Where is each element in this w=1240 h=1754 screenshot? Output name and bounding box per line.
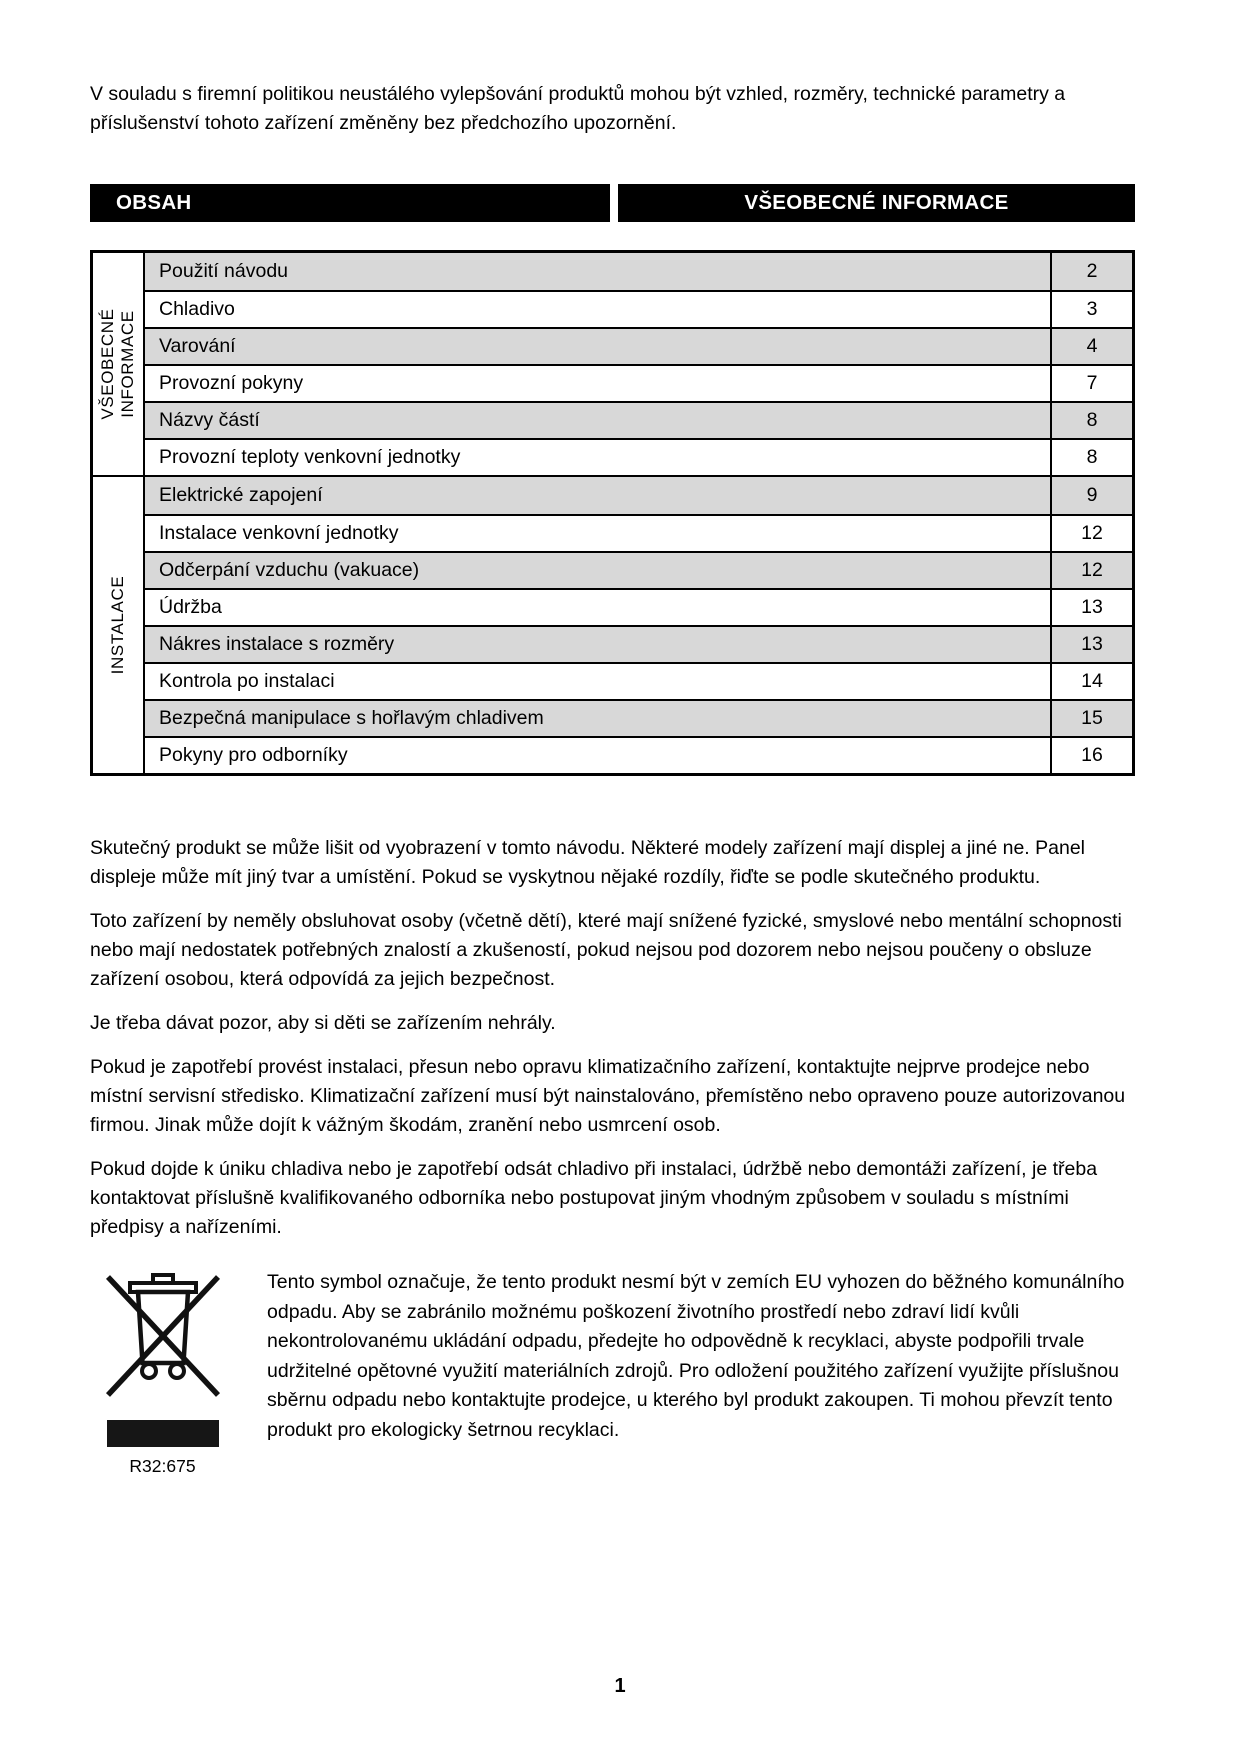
header-contents-label: OBSAH [116, 191, 192, 214]
toc-row [145, 662, 1132, 699]
toc-item-page: 8 [1050, 403, 1132, 438]
toc-group-label-cell [93, 477, 145, 773]
paragraph: Je třeba dávat pozor, aby si děti se zařízením nehrály. [90, 1012, 556, 1034]
toc-row [145, 364, 1132, 401]
toc-item-title: Kontrola po instalaci [159, 670, 335, 692]
paragraph: Skutečný produkt se může lišit od vyobrazení v tomto návodu. Některé modely zařízení mají displej a jiné ne. Panel displeje může mít jiný tvar a umístění. Pokud se vyskytnou nějaké rozdíly, řiďte se podle skutečného produktu. [90, 837, 1086, 888]
weee-symbol-column [90, 1268, 235, 1477]
toc-row [145, 477, 1132, 514]
paragraph: Pokud je zapotřebí provést instalaci, přesun nebo opravu klimatizačního zařízení, kontaktujte nejprve prodejce nebo místní servisní středisko. Klimatizační zařízení musí být nainstalováno, přemístěno nebo opraveno pouze autorizovanou firmou. Jinak může dojít k vážným škodám, zranění nebo usmrcení osob. [90, 1056, 1126, 1136]
header-general-info-label: VŠEOBECNÉ INFORMACE [744, 191, 1009, 214]
toc-item-title: Elektrické zapojení [159, 484, 323, 506]
toc-group-label-cell [93, 253, 145, 475]
toc-item-title: Odčerpání vzduchu (vakuace) [159, 559, 420, 581]
toc-group [93, 475, 1132, 773]
toc-item-page: 4 [1050, 329, 1132, 364]
header-contents-segment [90, 184, 610, 222]
toc-row [145, 625, 1132, 662]
toc-item-title: Použití návodu [159, 260, 289, 282]
toc-item-page: 15 [1050, 701, 1132, 736]
toc-rows [145, 477, 1132, 773]
toc-row [145, 290, 1132, 327]
toc-item-page: 16 [1050, 738, 1132, 773]
toc-item-page: 12 [1050, 516, 1132, 551]
header-general-info-segment [618, 184, 1135, 222]
weee-section [90, 1268, 1135, 1477]
toc-item-title: Pokyny pro odborníky [159, 744, 348, 766]
toc-item-title: Nákres instalace s rozměry [159, 633, 395, 655]
paragraph: Toto zařízení by neměly obsluhovat osoby (včetně dětí), které mají snížené fyzické, smyslové nebo mentální schopnosti nebo mají nedostatek potřebných znalostí a zkušeností, pokud nejsou pod dozorem nebo nejsou poučeny o obsluze zařízení osobou, která odpovídá za jejich bezpečnost. [90, 910, 1122, 990]
section-header-bar [90, 184, 1135, 222]
toc-item-page: 8 [1050, 440, 1132, 475]
toc-item-page: 14 [1050, 664, 1132, 699]
weee-crossed-bin-icon [101, 1268, 225, 1404]
toc-row [145, 438, 1132, 475]
weee-black-bar [107, 1420, 219, 1447]
toc-row [145, 327, 1132, 364]
toc-group-label: VŠEOBECNÉ INFORMACE [98, 308, 137, 420]
page-number: 1 [614, 1675, 626, 1697]
weee-cross-lines [108, 1277, 218, 1395]
weee-caption: R32:675 [129, 1456, 196, 1476]
toc-item-page: 12 [1050, 553, 1132, 588]
toc-item-title: Údržba [159, 596, 222, 618]
toc-item-page: 9 [1050, 477, 1132, 514]
intro-paragraph: V souladu s firemní politikou neustálého vylepšování produktů mohou být vzhled, rozměry, technické parametry a příslušenství tohoto zařízení změněny bez předchozího upozornění. [90, 83, 1066, 134]
toc-row [145, 253, 1132, 290]
toc-row [145, 699, 1132, 736]
toc-row [145, 401, 1132, 438]
toc-item-page: 7 [1050, 366, 1132, 401]
toc-table [90, 250, 1135, 776]
toc-item-title: Názvy částí [159, 409, 260, 431]
toc-item-page: 13 [1050, 590, 1132, 625]
toc-item-title: Varování [159, 335, 236, 357]
paragraph: Pokud dojde k úniku chladiva nebo je zapotřebí odsát chladivo při instalaci, údržbě nebo demontáži zařízení, je třeba kontaktovat příslušně kvalifikovaného odborníka nebo postupovat jiným vhodným způsobem v souladu s místními předpisy a nařízeními. [90, 1158, 1098, 1238]
toc-row [145, 588, 1132, 625]
toc-item-page: 3 [1050, 292, 1132, 327]
body-paragraphs [90, 834, 1135, 1242]
weee-paragraph: Tento symbol označuje, že tento produkt nesmí být v zemích EU vyhozen do běžného komunálního odpadu. Aby se zabránilo možnému poškození životního prostředí nebo zdraví lidí kvůli nekontrolovanému ukládání odpadu, předejte ho odpovědně k recyklaci, abyste podpořili trvale udržitelné opětovné využití materiálních zdrojů. Pro odložení použitého zařízení využijte příslušnou sběrnu odpadu nebo kontaktujte prodejce, u kterého byl produkt zakoupen. Ti mohou převzít tento produkt pro ekologicky šetrnou recyklaci. [267, 1271, 1125, 1441]
toc-rows [145, 253, 1132, 475]
toc-item-title: Chladivo [159, 298, 235, 320]
toc-group-label: INSTALACE [108, 575, 127, 675]
toc-group [93, 253, 1132, 475]
toc-row [145, 514, 1132, 551]
toc-item-page: 13 [1050, 627, 1132, 662]
toc-row [145, 736, 1132, 773]
toc-item-title: Provozní pokyny [159, 372, 304, 394]
toc-item-title: Provozní teploty venkovní jednotky [159, 446, 461, 468]
toc-item-title: Instalace venkovní jednotky [159, 522, 399, 544]
toc-row [145, 551, 1132, 588]
toc-item-page: 2 [1050, 253, 1132, 290]
toc-item-title: Bezpečná manipulace s hořlavým chladivem [159, 707, 544, 729]
